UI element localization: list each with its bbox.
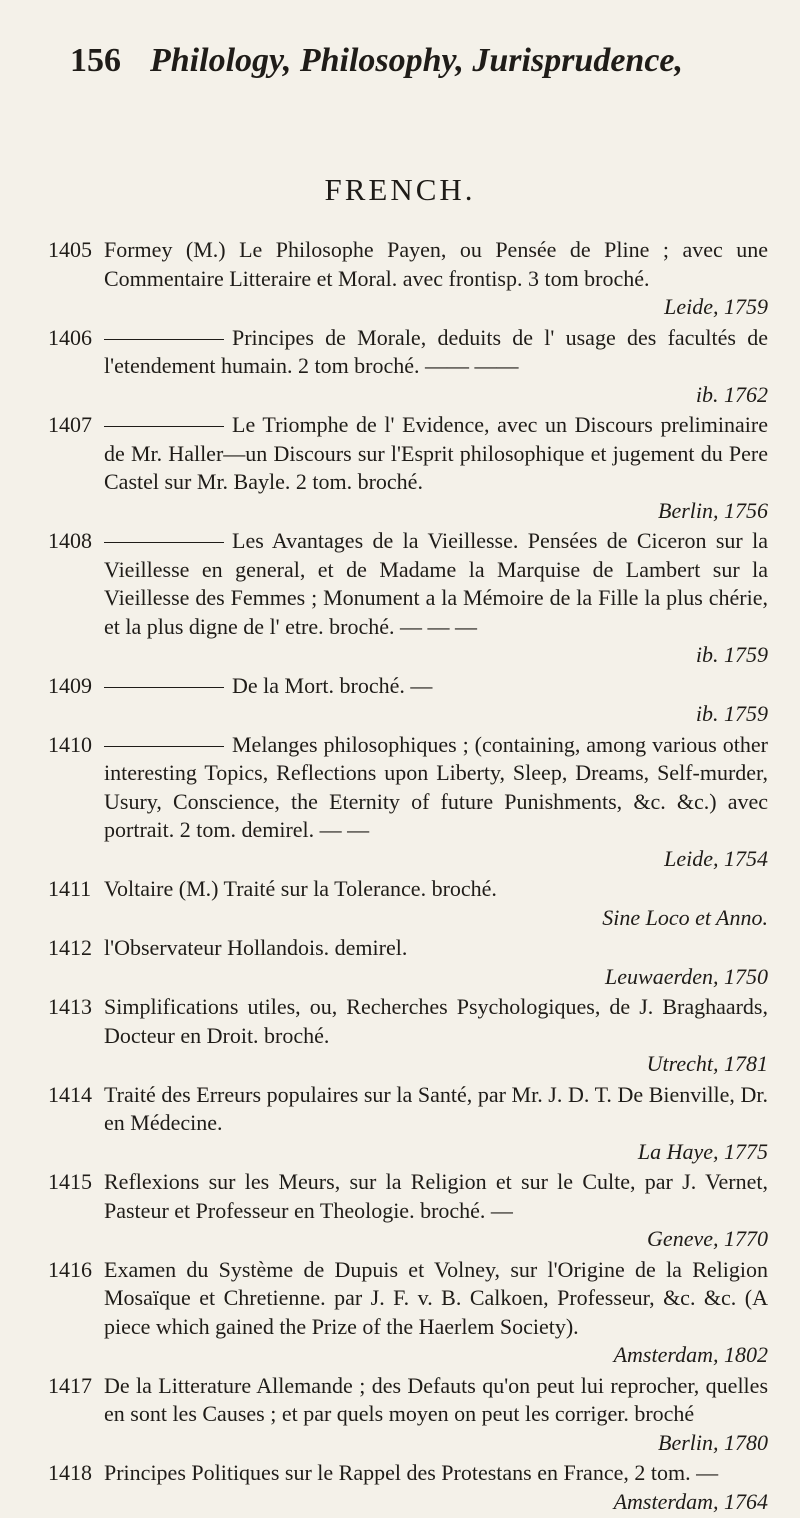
entry-number: 1412	[48, 935, 92, 960]
catalogue-entry	[48, 324, 768, 410]
entry-text	[104, 527, 768, 641]
entry-imprint: Utrecht, 1781	[646, 1051, 768, 1076]
entry-text	[104, 672, 768, 701]
catalogue-entry	[48, 993, 768, 1079]
entry-imprint: Leide, 1754	[664, 845, 768, 871]
entry-title: Principes Politiques sur le Rappel des Protestans en France, 2 tom. —	[104, 1460, 719, 1485]
entry-number: 1417	[48, 1372, 92, 1398]
entry-number: 1416	[48, 1256, 92, 1282]
running-head: Philology, Philosophy, Jurisprudence,	[150, 42, 684, 79]
ditto-rule	[104, 339, 224, 340]
catalogue-entry	[48, 527, 768, 670]
entry-text	[104, 1256, 768, 1342]
catalogue-entry	[48, 1081, 768, 1167]
entry-imprint: Berlin, 1780	[658, 1429, 768, 1455]
entry-text	[104, 1459, 768, 1488]
entry-title: Formey (M.) Le Philosophe Payen, ou Pensée de Pline ; avec une Commentaire Litteraire et Moral. avec frontisp. 3 tom broché.	[104, 237, 768, 291]
entry-number: 1410	[48, 731, 92, 757]
entry-number: 1411	[48, 876, 92, 901]
entry-text	[104, 1081, 768, 1138]
ditto-rule	[104, 542, 224, 543]
entry-title: Reflexions sur les Meurs, sur la Religion et sur le Culte, par J. Vernet, Pasteur et Professeur en Theologie. broché. —	[104, 1169, 768, 1223]
entry-title: Simplifications utiles, ou, Recherches Psychologiques, de J. Braghaards, Docteur en Droit. broché.	[104, 994, 768, 1048]
catalogue-entry	[48, 731, 768, 874]
entry-text	[104, 1168, 768, 1225]
catalogue-entry	[48, 1168, 768, 1254]
entry-title: Principes de Morale, deduits de l' usage des facultés de l'etendement humain. 2 tom broché. —— ——	[104, 324, 768, 378]
entry-imprint: Amsterdam, 1802	[613, 1342, 768, 1367]
entry-text	[104, 731, 768, 845]
ditto-rule	[104, 426, 224, 427]
entry-text	[104, 324, 768, 381]
entry-number: 1408	[48, 528, 92, 553]
page-number: 156	[70, 42, 121, 79]
entry-imprint: Leide, 1759	[664, 294, 768, 319]
entry-imprint: Amsterdam, 1764	[613, 1488, 768, 1514]
entry-imprint: Leuwaerden, 1750	[605, 963, 768, 989]
entry-title: Examen du Système de Dupuis et Volney, sur l'Origine de la Religion Mosaïque et Chretienne. par J. F. v. B. Calkoen, Professeur, &c. &c. (A piece which gained the Prize of the Haerlem Society).	[104, 1256, 768, 1339]
catalogue-entry	[48, 1256, 768, 1370]
entry-text	[104, 411, 768, 497]
entry-number: 1413	[48, 994, 92, 1019]
section-title: FRENCH.	[324, 172, 476, 207]
entry-imprint: ib. 1759	[695, 701, 768, 726]
catalogue-entry	[48, 875, 768, 932]
catalogue-entry	[48, 934, 768, 991]
ditto-rule	[104, 687, 224, 688]
entry-imprint: La Haye, 1775	[637, 1138, 768, 1164]
entry-number: 1409	[48, 672, 92, 698]
catalogue-entry	[48, 411, 768, 525]
page-header	[70, 42, 770, 82]
entry-number: 1405	[48, 237, 92, 262]
catalogue-entry	[48, 1459, 768, 1516]
ditto-rule	[104, 746, 224, 747]
entry-title: l'Observateur Hollandois. demirel.	[104, 935, 408, 960]
entry-title: Melanges philosophiques ; (containing, among various other interesting Topics, Reflections upon Liberty, Sleep, Dreams, Self-murder, Usury, Conscience, the Eternity of future Punishments, &c. &c.) avec portrait. 2 tom. demirel. — —	[104, 731, 768, 842]
entry-imprint: Sine Loco et Anno.	[602, 904, 768, 930]
entry-number: 1418	[48, 1460, 92, 1485]
catalogue-entry	[48, 672, 768, 729]
entry-text	[104, 236, 768, 293]
entry-text	[104, 875, 768, 904]
entry-title: Traité des Erreurs populaires sur la Santé, par Mr. J. D. T. De Bienville, Dr. en Médecine.	[104, 1081, 768, 1135]
entry-imprint: ib. 1759	[695, 642, 768, 667]
catalogue-entry	[48, 1372, 768, 1458]
entry-text	[104, 1372, 768, 1429]
entry-number: 1414	[48, 1081, 92, 1107]
entry-imprint: Berlin, 1756	[658, 497, 768, 523]
entry-imprint: ib. 1762	[695, 381, 768, 407]
entry-imprint: Geneve, 1770	[647, 1226, 768, 1251]
entry-title: Voltaire (M.) Traité sur la Tolerance. broché.	[104, 876, 497, 901]
entry-text	[104, 934, 768, 963]
entry-text	[104, 993, 768, 1050]
entry-title: Le Triomphe de l' Evidence, avec un Discours preliminaire de Mr. Haller—un Discours sur l'Esprit philosophique et jugement du Pere Castel sur Mr. Bayle. 2 tom. broché.	[104, 412, 768, 494]
entry-number: 1407	[48, 412, 92, 437]
catalogue-entry	[48, 236, 768, 322]
entry-number: 1406	[48, 324, 92, 350]
entry-title: Les Avantages de la Vieillesse. Pensées de Ciceron sur la Vieillesse en general, et de Madame la Marquise de Lambert sur la Vieillesse des Femmes ; Monument a la Mémoire de la Fille la plus chérie, et la plus digne de l' etre. broché. — — —	[104, 528, 768, 639]
entry-title: De la Mort. broché. —	[232, 672, 433, 698]
entry-number: 1415	[48, 1169, 92, 1194]
catalogue-entries	[48, 236, 768, 1518]
entry-title: De la Litterature Allemande ; des Defauts qu'on peut lui reprocher, quelles en sont les Causes ; et par quels moyen on peut les corriger. broché	[104, 1372, 768, 1426]
